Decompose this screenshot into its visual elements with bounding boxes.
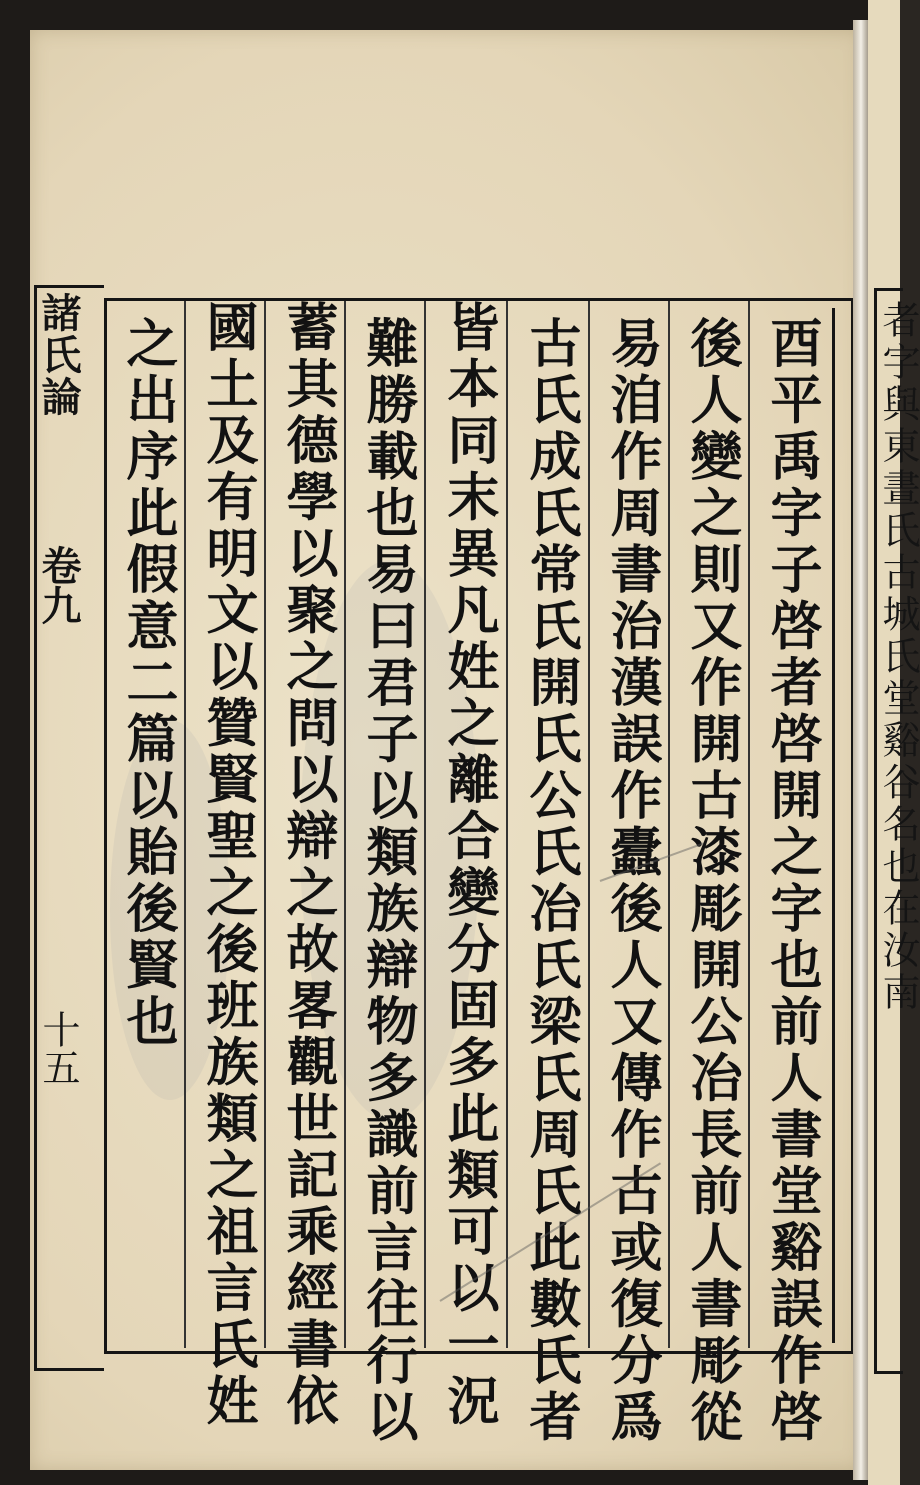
banxin-rule: [34, 288, 37, 1368]
text-column-5: 皆本同末異凡姓之離合變分固多此類可以一況: [438, 300, 498, 1430]
column-rule: [588, 301, 590, 1348]
text-column-7: 蓄其德學以聚之問以辯之故畧觀世記乘經書依: [277, 300, 337, 1430]
banxin-folio: 十五: [36, 1010, 80, 1086]
column-rule: [264, 301, 266, 1348]
text-column-2: 後人變之則又作開古漆彫開公冶長前人書彫從: [681, 316, 741, 1446]
book-gutter: [853, 20, 869, 1480]
text-column-4: 古氏成氏常氏開氏公氏冶氏梁氏周氏此數氏者: [520, 316, 580, 1446]
text-column-9: 之出序此假意二篇以貽後賢也: [117, 316, 177, 1051]
next-page-column: 者字與東晝氏古城氏堂谿谷名也在汝南: [876, 300, 920, 1014]
column-rule: [748, 301, 750, 1348]
text-column-3: 易洎作周書治漢誤作蠹後人又傳作古或復分爲: [601, 316, 661, 1446]
text-column-1: 酉平禹字子啓者啓開之字也前人書堂谿誤作啓: [761, 316, 821, 1446]
column-rule: [506, 301, 508, 1348]
column-rule: [424, 301, 426, 1348]
frame-inner-rule: [832, 308, 835, 1343]
banxin-title: 諸氏論: [35, 292, 81, 418]
text-column-6: 難勝載也易曰君子以類族辯物多識前言往行以: [357, 316, 417, 1446]
banxin-frame: [34, 285, 104, 1371]
column-rule: [668, 301, 670, 1348]
column-rule: [344, 301, 346, 1348]
next-page-edge: [868, 0, 920, 1485]
column-rule: [184, 301, 186, 1348]
text-column-8: 國土及有明文以贊賢聖之後班族類之祖言氏姓: [197, 300, 257, 1430]
banxin-juan: 卷九: [35, 545, 81, 625]
